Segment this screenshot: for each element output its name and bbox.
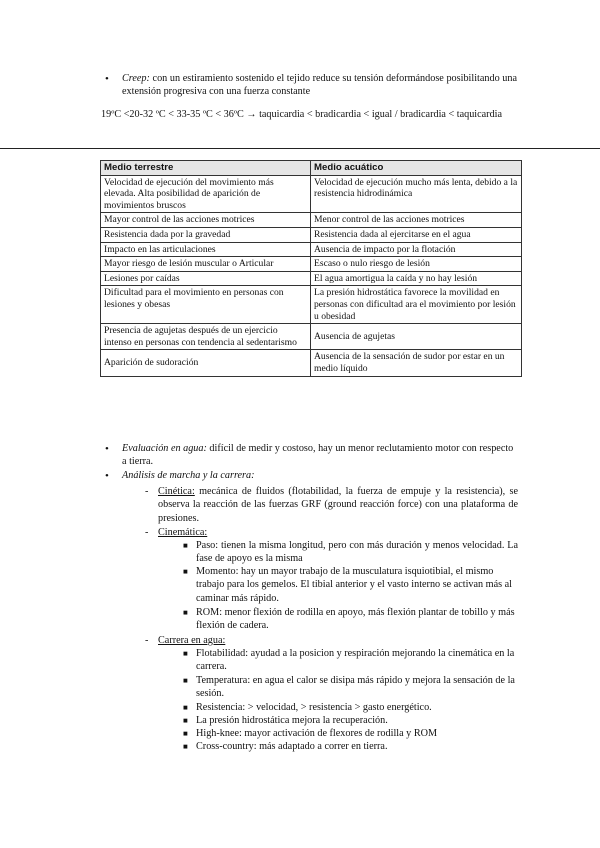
carrera-heading	[158, 634, 225, 647]
table-cell: Ausencia de agujetas	[311, 324, 522, 350]
table-cell: La presión hidrostática favorece la movilidad en personas con dificultad ara el movimiento por lesión u obesidad	[311, 286, 522, 324]
horizontal-divider	[0, 148, 600, 149]
table-cell: Dificultad para el movimiento en personas con lesiones y obesas	[101, 286, 311, 324]
table-cell: Presencia de agujetas después de un ejercicio intenso en personas con tendencia al sedentarismo	[101, 324, 311, 350]
square-bullet: ■	[183, 742, 188, 751]
square-bullet: ■	[183, 729, 188, 738]
cinematica-item: ROM: menor flexión de rodilla en apoyo, más flexión plantar de tobillo y más flexión de cadera.	[196, 607, 515, 632]
cinematica-heading	[158, 526, 207, 539]
table-row	[101, 227, 522, 242]
table-cell: Mayor riesgo de lesión muscular o Articular	[101, 257, 311, 272]
square-bullet: ■	[183, 676, 188, 685]
table-cell: Escaso o nulo riesgo de lesión	[311, 257, 522, 272]
table-cell: Ausencia de impacto por la flotación	[311, 242, 522, 257]
cinematica-term: Cinemática:	[158, 527, 208, 538]
table-cell: Velocidad de ejecución mucho más lenta, debido a la resistencia hidrodinámica	[311, 175, 522, 213]
bullet-dot: •	[105, 470, 109, 482]
cinematica-item: Momento: hay un mayor trabajo de la musculatura isquiotibial, el mismo trabajo para los gemelos. El tibial anterior y el vasto interno se activan más al caminar más rápido.	[196, 566, 512, 604]
dash-marker: -	[145, 527, 149, 538]
dash-marker: -	[145, 486, 149, 497]
table-row	[101, 350, 522, 376]
cinetica-term: Cinética:	[158, 486, 195, 497]
evaluacion-paragraph	[122, 442, 520, 469]
table-cell: Mayor control de las acciones motrices	[101, 213, 311, 228]
bullet-dot: •	[105, 73, 109, 85]
square-bullet: ■	[183, 608, 188, 617]
square-bullet: ■	[183, 703, 188, 712]
table-cell: Aparición de sudoración	[101, 350, 311, 376]
analisis-heading	[122, 469, 520, 482]
carrera-item: Resistencia: > velocidad, > resistencia > gasto energético.	[196, 702, 432, 713]
header-medio-terrestre: Medio terrestre	[101, 161, 311, 176]
cinematica-item: Paso: tienen la misma longitud, pero con más duración y menos velocidad. La fase de apoyo es la misma	[196, 540, 518, 565]
carrera-item: Cross-country: más adaptado a correr en tierra.	[196, 741, 388, 752]
square-bullet: ■	[183, 716, 188, 725]
table-cell: Menor control de las acciones motrices	[311, 213, 522, 228]
table-cell: Resistencia dada por la gravedad	[101, 227, 311, 242]
table-cell: Resistencia dada al ejercitarse en el agua	[311, 227, 522, 242]
table-row	[101, 257, 522, 272]
table-row	[101, 286, 522, 324]
table-cell: Velocidad de ejecución del movimiento más elevada. Alta posibilidad de aparición de movimientos bruscos	[101, 175, 311, 213]
table-cell: Ausencia de la sensación de sudor por estar en un medio líquido	[311, 350, 522, 376]
table-cell: Lesiones por caídas	[101, 271, 311, 286]
table-row	[101, 213, 522, 228]
evaluacion-text: difícil de medir y costoso, hay un menor reclutamiento motor con respecto a tierra.	[122, 443, 514, 468]
square-bullet: ■	[183, 567, 188, 576]
bullet-dot: •	[105, 443, 109, 455]
table-row	[101, 324, 522, 350]
carrera-item: Temperatura: en agua el calor se disipa más rápido y mejora la sensación de la sesión.	[196, 675, 515, 700]
carrera-item: Flotabilidad: ayudad a la posicion y respiración mejorando la cinemática en la carrera.	[196, 648, 515, 673]
square-bullet: ■	[183, 649, 188, 658]
table-row	[101, 175, 522, 213]
table-cell: Impacto en las articulaciones	[101, 242, 311, 257]
square-bullet: ■	[183, 541, 188, 550]
temperature-line: 19ºC <20-32 ºC < 33-35 ºC < 36ºC → taquicardia < bradicardia < igual / bradicardia < taquicardia	[101, 109, 503, 120]
evaluacion-term: Evaluación en agua:	[122, 443, 207, 454]
cinetica-text: mecánica de fluidos (flotabilidad, la fuerza de empuje y la resistencia), se observa la reacción de las fuerzas GRF (ground reacción force) con una plataforma de presiones.	[158, 486, 518, 524]
table-header-row	[101, 161, 522, 176]
header-medio-acuatico: Medio acuático	[311, 161, 522, 176]
creep-text: con un estiramiento sostenido el tejido reduce su tensión deformándose posibilitando una extensión progresiva con una fuerza constante	[122, 73, 517, 98]
creep-term: Creep:	[122, 73, 150, 84]
table-row	[101, 242, 522, 257]
creep-paragraph	[122, 72, 517, 99]
table-row	[101, 271, 522, 286]
analisis-term: Análisis de marcha y la carrera:	[122, 470, 255, 481]
carrera-term: Carrera en agua:	[158, 635, 226, 646]
dash-marker: -	[145, 635, 149, 646]
carrera-item: High-knee: mayor activación de flexores de rodilla y ROM	[196, 728, 438, 739]
cinetica-paragraph	[158, 485, 518, 525]
carrera-item: La presión hidrostática mejora la recuperación.	[196, 715, 388, 726]
comparison-table	[100, 160, 522, 377]
table-cell: El agua amortigua la caída y no hay lesión	[311, 271, 522, 286]
